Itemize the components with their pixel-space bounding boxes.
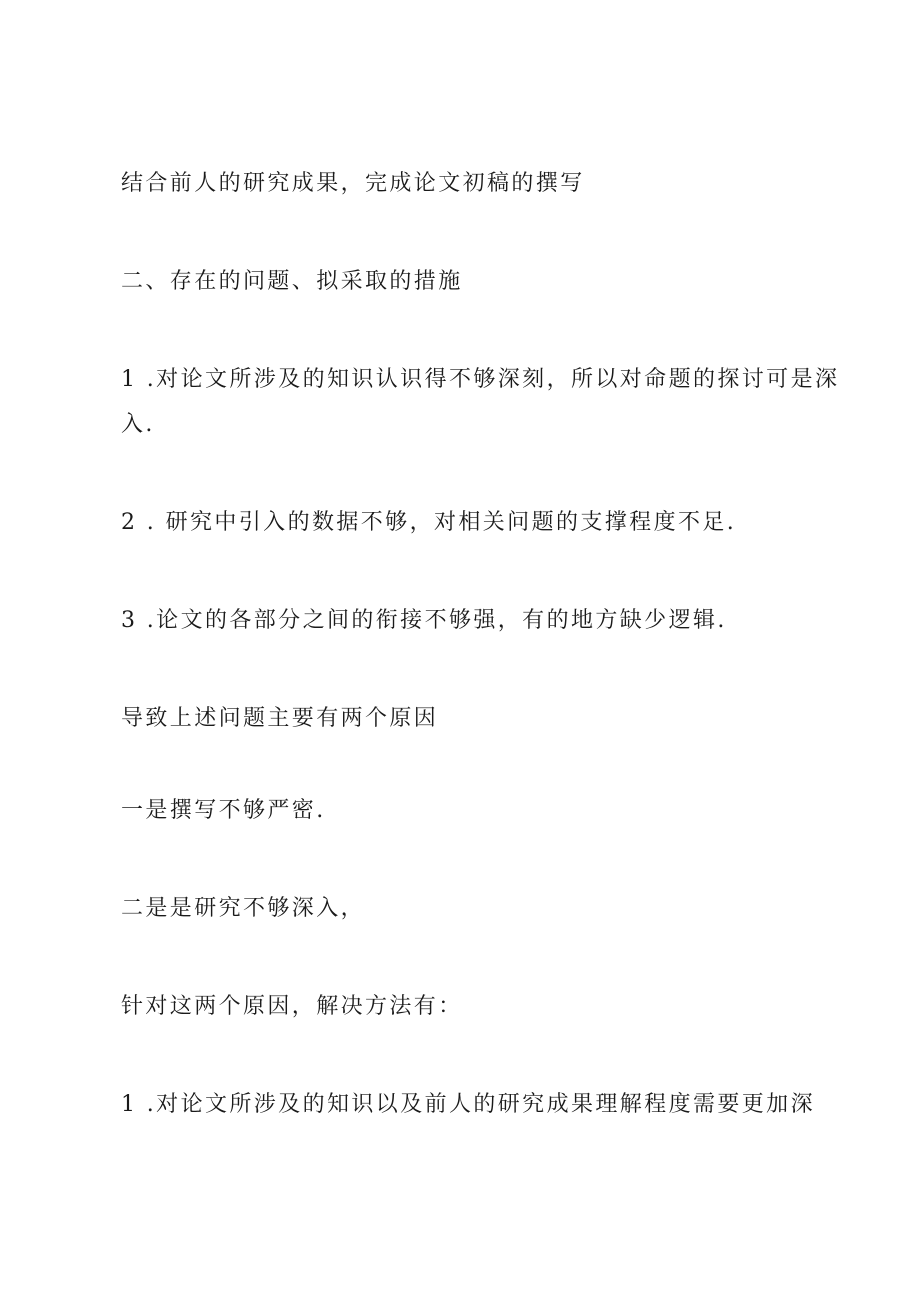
list-item-solution-1: 1 .对论文所涉及的知识以及前人的研究成果理解程度需要更加深 — [121, 1092, 815, 1117]
section-heading: 二、存在的问题、拟采取的措施 — [121, 269, 463, 294]
paragraph-line: 导致上述问题主要有两个原因 — [121, 706, 439, 731]
paragraph-line: 针对这两个原因，解决方法有： — [121, 994, 463, 1019]
paragraph-line: 二是是研究不够深入， — [121, 896, 366, 921]
list-item-1-line-1: 1 .对论文所涉及的知识认识得不够深刻，所以对命题的探讨可是深 — [121, 367, 840, 392]
paragraph-line: 结合前人的研究成果，完成论文初稿的撰写 — [121, 171, 585, 196]
paragraph-line: 一是撰写不够严密. — [121, 798, 326, 823]
list-item-2: 2 . 研究中引入的数据不够，对相关问题的支撑程度不足. — [121, 510, 737, 535]
list-item-3: 3 .论文的各部分之间的衔接不够强，有的地方缺少逻辑. — [121, 608, 727, 633]
list-item-1-line-2: 入. — [121, 412, 155, 437]
